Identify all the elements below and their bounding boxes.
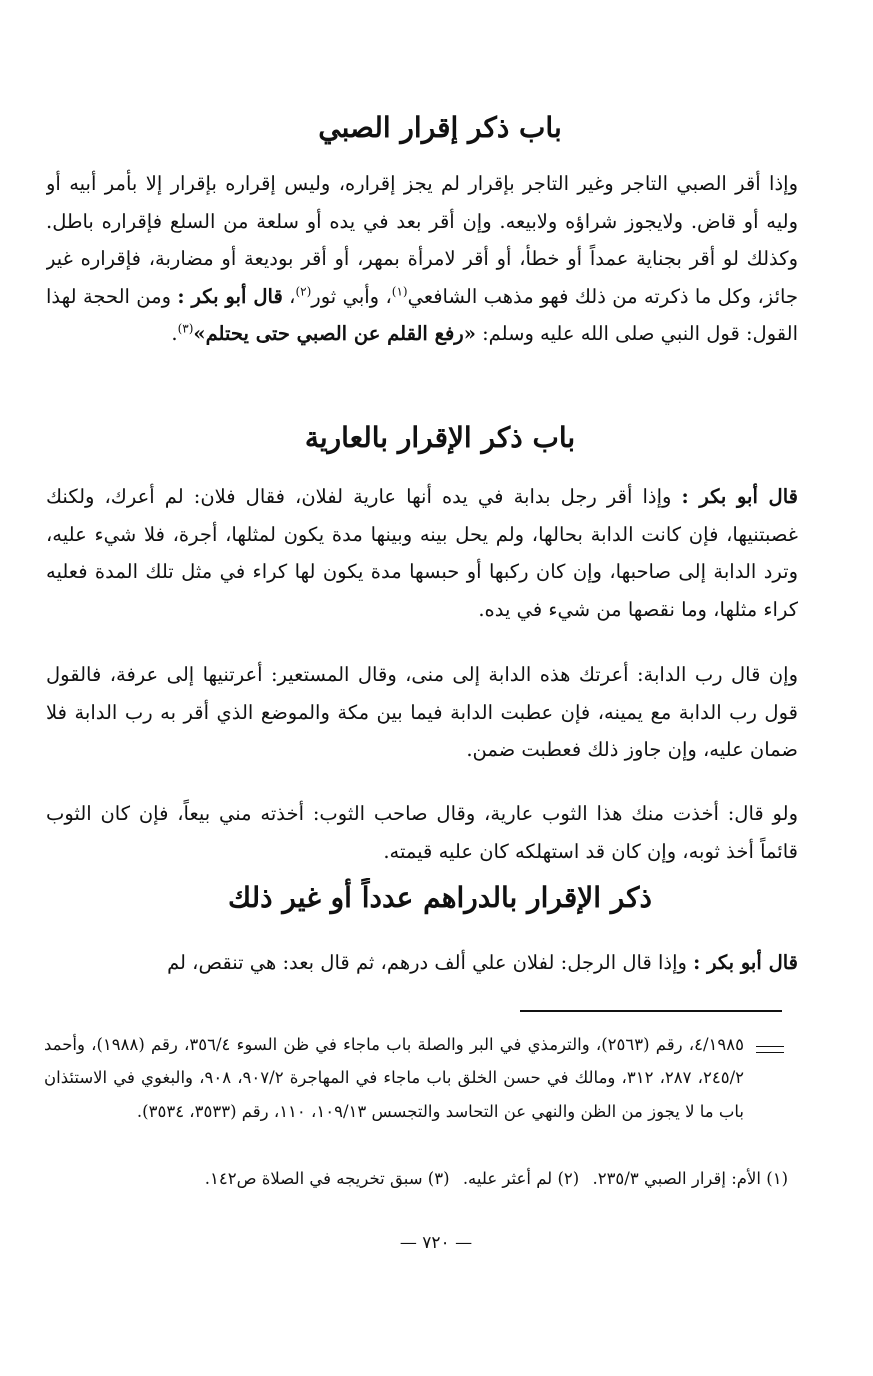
hadith-quote: «رفع القلم عن الصبي حتى يحتلم»	[193, 322, 476, 346]
footnote-mark: (١)	[391, 284, 408, 299]
page-number: — ٧٢٠ —	[399, 1233, 473, 1253]
paragraph-text: .	[171, 322, 178, 346]
footnote-entry: (٢) لم أعثر عليه.	[462, 1169, 580, 1188]
footnote-entry: (١) الأم: إقرار الصبي ٢٣٥/٣.	[592, 1169, 788, 1188]
paragraph-text: وإن قال رب الدابة: أعرتك هذه الدابة إلى منى، وقال المستعير: أعرتنيها إلى عرفة، فالقول قول رب الدابة مع يمينه، فإن عطبت الدابة فيما بين مكة والموضع الذي أقر به رب الدابة فلا ضمان عليه، وإن جاوز ذلك فعطبت ضمن.	[46, 663, 798, 762]
paragraph	[46, 656, 798, 769]
speaker-label: قال أبو بكر :	[681, 485, 798, 508]
footnote-continuation-marker	[756, 1046, 784, 1056]
chapter-heading: ذكر الإقرار بالدراهم عدداً أو غير ذلك	[228, 881, 652, 914]
chapter-heading: باب ذكر الإقرار بالعارية	[304, 421, 576, 454]
paragraph-text: وإذا قال الرجل: لفلان علي ألف درهم، ثم قال بعد: هي تنقص، لم	[167, 951, 694, 974]
paragraph	[46, 478, 798, 628]
paragraph-text: وإذا أقر الصبي التاجر وغير التاجر بإقرار لم يجز إقراره، وليس إقراره بإقرار إلا بأمر أبيه أو وليه أو قاض. ولايجوز شراؤه ولابيعه. وإن أقر بعد في يده أو سلعة من السلع فإقراره باطل. وكذلك لو أقر بجناية عمداً أو خطأ، أو أقر لامرأة بمهر، أو أقر بوديعة أو مضاربة، فإقراره غير جائز، وكل ما ذكرته من ذلك فهو مذهب الشافعي	[46, 172, 798, 308]
paragraph	[46, 944, 798, 982]
footnote-continuation: ٤/١٩٨٥، رقم (٢٥٦٣)، والترمذي في البر والصلة باب ماجاء في ظن السوء ٣٥٦/٤، رقم (١٩٨٨)، وأحمد ٢٤٥/٢، ٢٨٧، ٣١٢، ومالك في حسن الخلق باب ماجاء في المهاجرة ٩٠٧/٢، ٩٠٨، والبغوي في الاستئذان باب ما لا يجوز من الظن والنهي عن التحاسد والتجسس ١٠٩/١٣، ١١٠، رقم (٣٥٣٣، ٣٥٣٤).	[44, 1035, 744, 1121]
paragraph	[46, 165, 798, 353]
paragraph-text: وإذا أقر رجل بدابة في يده أنها عارية لفلان، فقال فلان: لم أعرك، ولكنك غصبتنيها، فإن كانت الدابة بحالها، ولم يحل بينه وبينها مدة يكون لمثلها، أجرة، فلا شيء عليه، وترد الدابة إلى صاحبها، وإن كان ركبها أو حبسها مدة يكون لها كراء في مثل تلك المدة فعليه كراء مثلها، وما نقصها من شيء في يده.	[46, 485, 798, 621]
footnote-mark: (٢)	[295, 284, 312, 299]
paragraph	[46, 795, 798, 870]
footnote-mark: (٣)	[177, 321, 194, 336]
paragraph-text: ،	[282, 284, 296, 308]
paragraph-text: ومن الحجة لهذا القول: قول النبي صلى الله عليه وسلم:	[46, 284, 798, 346]
speaker-label: قال أبو بكر :	[693, 951, 798, 974]
footnote-separator	[520, 1010, 782, 1012]
paragraph-text: ولو قال: أخذت منك هذا الثوب عارية، وقال صاحب الثوب: أخذته مني بيعاً، فإن كان الثوب قائماً أخذ ثوبه، وإن كان قد استهلكه كان عليه قيمته.	[46, 802, 798, 863]
footnotes-list	[44, 1162, 788, 1196]
chapter-heading: باب ذكر إقرار الصبي	[318, 111, 562, 144]
speaker-label: قال أبو بكر :	[177, 284, 283, 308]
footnote-entry: (٣) سبق تخريجه في الصلاة ص١٤٢.	[204, 1169, 450, 1188]
paragraph-text: ، وأبي ثور	[311, 284, 392, 308]
